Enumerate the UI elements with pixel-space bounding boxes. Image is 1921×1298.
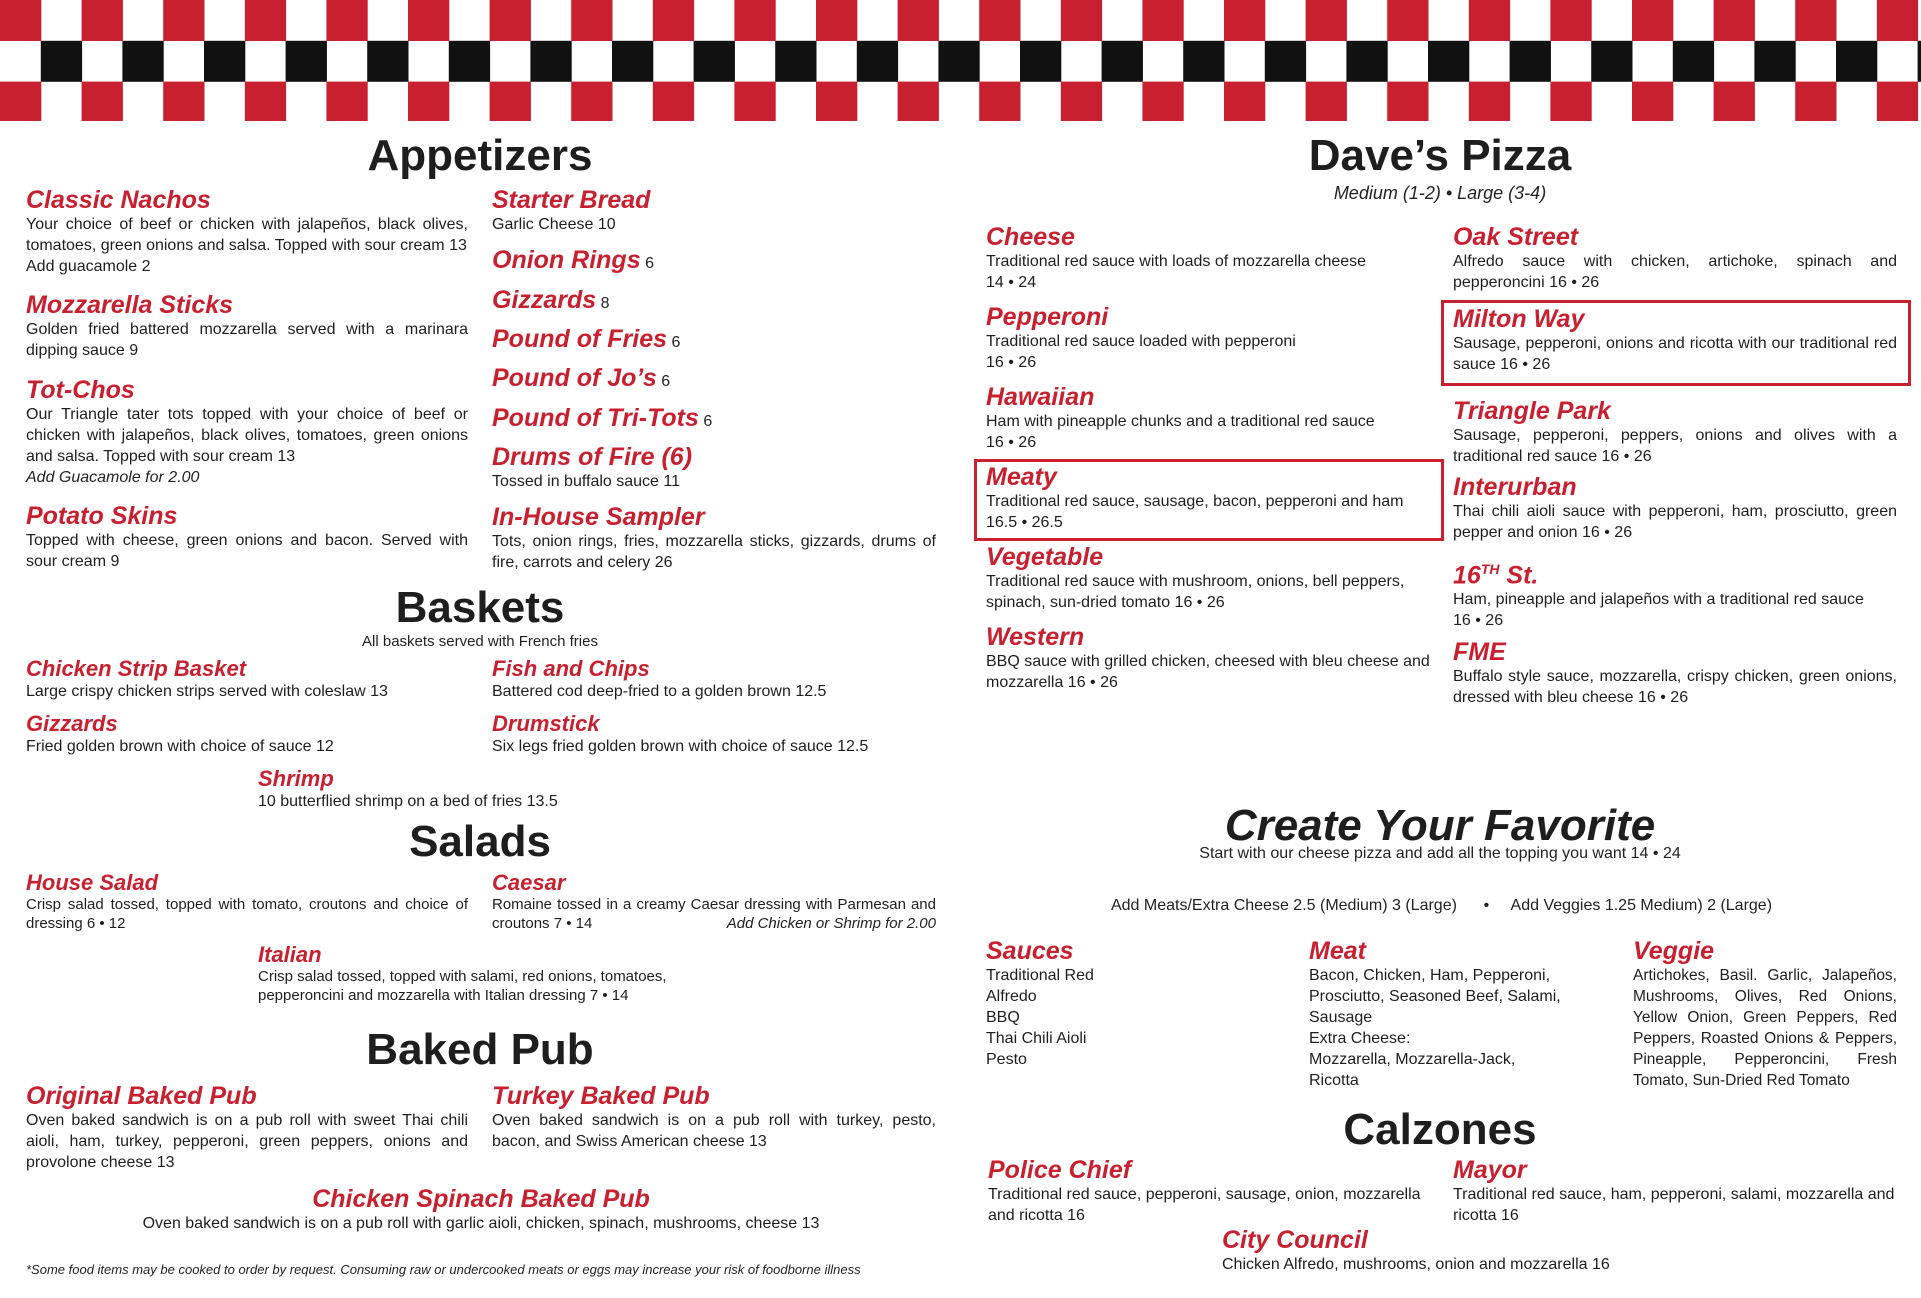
menu-item	[986, 303, 1430, 373]
menu-item	[1453, 397, 1897, 467]
checker-square	[1877, 82, 1918, 121]
item-price: 6	[703, 413, 713, 430]
checker-square	[571, 0, 612, 41]
item-name: Chicken Strip Basket	[26, 656, 247, 681]
sauces-list	[986, 937, 1276, 1070]
checker-square	[653, 82, 694, 121]
baked-pub-title: Baked Pub	[366, 1025, 594, 1074]
checker-square	[449, 41, 490, 82]
item-price: 16 • 26	[986, 434, 1037, 451]
item-desc: Ham, pineapple and jalapeños with a traditional red sauce	[1453, 591, 1864, 609]
menu-item	[492, 443, 936, 492]
checker-square	[1142, 82, 1183, 121]
list-item: Traditional Red	[986, 967, 1094, 984]
list-item: Extra Cheese:	[1309, 1030, 1411, 1047]
item-name: Cheese	[986, 223, 1075, 251]
item-price: 16.5 • 26.5	[986, 514, 1063, 531]
checker-square	[734, 0, 775, 41]
checker-square	[82, 0, 123, 41]
item-name: Pound of Jo’s	[492, 364, 657, 392]
checker-square	[1224, 82, 1265, 121]
item-price: 8	[600, 295, 610, 312]
item-name: Drums of Fire (6)	[492, 443, 693, 471]
item-name: Classic Nachos	[26, 186, 211, 214]
item-name: Police Chief	[988, 1156, 1132, 1184]
veggie-list	[1633, 937, 1897, 1091]
menu-item	[492, 656, 936, 702]
item-name: Italian	[258, 942, 322, 967]
baskets-title: Baskets	[395, 583, 565, 632]
menu-item	[1222, 1226, 1702, 1275]
item-desc: Chicken Alfredo, mushrooms, onion and mozzarella 16	[1222, 1256, 1610, 1273]
checker-square	[0, 0, 41, 41]
menu-item	[492, 711, 936, 757]
checker-square	[775, 41, 816, 82]
checker-square	[938, 41, 979, 82]
item-desc: Battered cod deep-fried to a golden brown 12.5	[492, 683, 827, 700]
item-name: Shrimp	[258, 766, 334, 791]
checker-square	[816, 0, 857, 41]
menu-item	[986, 543, 1430, 613]
list-item: Pesto	[986, 1051, 1027, 1068]
checker-square	[979, 82, 1020, 121]
item-name: Starter Bread	[492, 186, 651, 214]
item-name: Western	[986, 623, 1085, 651]
name-superscript: TH	[1480, 561, 1500, 577]
item-desc: Alfredo sauce with chicken, artichoke, spinach and pepperoncini 16 • 26	[1453, 253, 1897, 291]
item-name: Pound of Tri-Tots	[492, 404, 699, 432]
menu-item	[986, 383, 1430, 453]
menu-item	[26, 291, 468, 361]
menu-item	[492, 870, 936, 933]
item-name: Triangle Park	[1453, 397, 1611, 425]
item-name: Gizzards	[492, 286, 597, 314]
menu-item	[1453, 473, 1897, 543]
checker-square	[1469, 82, 1510, 121]
checker-square	[490, 0, 531, 41]
checker-square	[1591, 41, 1632, 82]
item-desc: Your choice of beef or chicken with jalapeños, black olives, tomatoes, green onions and salsa. Topped with sour cream 13	[26, 216, 468, 254]
checker-square	[1550, 0, 1591, 41]
checker-square	[122, 41, 163, 82]
checker-square	[1795, 0, 1836, 41]
checker-square	[1387, 82, 1428, 121]
menu-item	[258, 942, 738, 1005]
item-desc: Romaine tossed in a creamy Caesar dressing with Parmesan and croutons 7 • 14	[492, 896, 936, 932]
item-desc: Our Triangle tater tots topped with your choice of beef or chicken with jalapeños, black olives, tomatoes, green onions and salsa. Topped with sour cream 13	[26, 406, 468, 465]
item-name: Oak Street	[1453, 223, 1579, 251]
checker-square	[898, 82, 939, 121]
menu-item	[492, 186, 936, 235]
item-price: 16 • 26	[1453, 612, 1504, 630]
item-name: Potato Skins	[26, 502, 178, 530]
checker-square	[1224, 0, 1265, 41]
item-desc: Traditional red sauce, sausage, bacon, pepperoni and ham	[986, 493, 1404, 510]
item-desc: Tots, onion rings, fries, mozzarella sticks, gizzards, drums of fire, carrots and celery 26	[492, 533, 936, 571]
menu-item	[26, 711, 468, 757]
list-item: Ricotta	[1309, 1072, 1359, 1089]
meat-list	[1309, 937, 1609, 1091]
item-price: 6	[645, 255, 654, 272]
item-desc: Sausage, pepperoni, peppers, onions and olives with a traditional red sauce 16 • 26	[1453, 427, 1897, 465]
item-desc: Traditional red sauce with mushroom, onions, bell peppers, spinach, sun-dried tomato 16 • 26	[986, 573, 1405, 611]
item-desc: Fried golden brown with choice of sauce 12	[26, 738, 334, 755]
checker-square	[653, 0, 694, 41]
item-desc: Large crispy chicken strips served with coleslaw 13	[26, 683, 388, 700]
checker-square	[1428, 41, 1469, 82]
menu-item	[1453, 223, 1897, 293]
item-desc: Traditional red sauce, pepperoni, sausage, onion, mozzarella and ricotta 16	[988, 1186, 1421, 1224]
checker-square	[1306, 82, 1347, 121]
item-note: Add Chicken or Shrimp for 2.00	[726, 915, 936, 932]
checker-square	[1469, 0, 1510, 41]
item-desc: Thai chili aioli sauce with pepperoni, ham, prosciutto, green pepper and onion 16 • 26	[1453, 503, 1897, 541]
menu-item	[1453, 1156, 1897, 1226]
menu-item	[26, 376, 468, 488]
checker-square	[979, 0, 1020, 41]
checker-square	[898, 0, 939, 41]
checker-square	[1795, 82, 1836, 121]
menu-item	[1453, 555, 1897, 631]
item-price: 6	[661, 373, 671, 390]
checker-square	[1754, 41, 1795, 82]
item-desc: Garlic Cheese 10	[492, 216, 616, 233]
item-name: Onion Rings	[492, 246, 641, 274]
appetizers-title: Appetizers	[367, 131, 593, 180]
item-extra: Add guacamole 2	[26, 258, 151, 275]
menu-item	[1453, 305, 1897, 375]
menu-item	[492, 325, 680, 353]
item-name: Milton Way	[1453, 305, 1585, 333]
item-desc: Crisp salad tossed, topped with salami, red onions, tomatoes, pepperoncini and mozzarella with Italian dressing 7 • 14	[258, 968, 667, 1004]
checker-square	[367, 41, 408, 82]
checker-square	[245, 82, 286, 121]
item-name: Meaty	[986, 463, 1057, 491]
item-desc: Oven baked sandwich is on a pub roll with garlic aioli, chicken, spinach, mushrooms, cheese 13	[142, 1215, 820, 1232]
checker-square	[1877, 0, 1918, 41]
checker-square	[1714, 82, 1755, 121]
menu-item	[492, 286, 610, 314]
item-desc: BBQ sauce with grilled chicken, cheesed with bleu cheese and mozzarella 16 • 26	[986, 653, 1430, 691]
calzones-title: Calzones	[1343, 1105, 1537, 1154]
item-name: Interurban	[1453, 473, 1577, 501]
list-item: Thai Chili Aioli	[986, 1030, 1087, 1047]
menu-item	[1453, 638, 1897, 708]
item-name: Hawaiian	[986, 383, 1095, 411]
item-desc: Topped with cheese, green onions and bacon. Served with sour cream 9	[26, 532, 468, 570]
item-name: Mozzarella Sticks	[26, 291, 234, 319]
baskets-subtitle: All baskets served with French fries	[362, 633, 598, 650]
list-item: Alfredo	[986, 988, 1037, 1005]
checker-square	[82, 82, 123, 121]
checker-square	[408, 0, 449, 41]
checker-square	[694, 41, 735, 82]
menu-item	[492, 246, 654, 274]
item-desc: Sausage, pepperoni, onions and ricotta with our traditional red sauce 16 • 26	[1453, 335, 1897, 373]
menu-item	[986, 623, 1430, 693]
list-item: Prosciutto, Seasoned Beef, Salami,	[1309, 988, 1561, 1005]
item-name: Caesar	[492, 870, 566, 895]
item-name: Pepperoni	[986, 303, 1109, 331]
pizza-subtitle: Medium (1-2) • Large (3-4)	[1333, 183, 1547, 203]
menu-item	[258, 766, 738, 812]
item-name: Turkey Baked Pub	[492, 1082, 710, 1110]
item-price: 16 • 26	[986, 354, 1037, 371]
checker-square	[1836, 41, 1877, 82]
checker-square	[163, 0, 204, 41]
footnote: *Some food items may be cooked to order by request. Consuming raw or undercooked meats or eggs may increase your risk of foodborne illness	[26, 1262, 861, 1277]
menu-item	[26, 656, 468, 702]
item-price: 6	[671, 334, 681, 351]
salads-title: Salads	[409, 817, 551, 866]
create-subtitle: Start with our cheese pizza and add all the topping you want 14 • 24	[1199, 845, 1681, 862]
menu-item	[986, 223, 1430, 293]
checker-square	[163, 82, 204, 121]
list-item: Mozzarella, Mozzarella-Jack,	[1309, 1051, 1516, 1068]
checker-square	[1346, 41, 1387, 82]
menu-item	[26, 870, 468, 933]
checker-square	[734, 82, 775, 121]
menu-item	[26, 1185, 936, 1234]
item-desc: Buffalo style sauce, mozzarella, crispy chicken, green onions, dressed with bleu cheese 16 • 26	[1453, 668, 1897, 706]
menu-item	[26, 1082, 468, 1173]
item-name: Fish and Chips	[492, 656, 650, 681]
checker-square	[326, 82, 367, 121]
checker-square	[1142, 0, 1183, 41]
checker-square	[1306, 0, 1347, 41]
create-addons: Add Meats/Extra Cheese 2.5 (Medium) 3 (Large) • Add Veggies 1.25 Medium) 2 (Large)	[1110, 897, 1773, 914]
checkerboard-banner	[0, 0, 1921, 121]
item-name: Pound of Fries	[492, 325, 667, 353]
menu-item	[988, 1156, 1432, 1226]
checker-square	[326, 0, 367, 41]
checker-square	[1387, 0, 1428, 41]
item-name: In-House Sampler	[492, 503, 705, 531]
item-name: Meat	[1309, 937, 1366, 965]
item-desc: Traditional red sauce, ham, pepperoni, salami, mozzarella and ricotta 16	[1453, 1186, 1895, 1224]
checker-square	[1265, 41, 1306, 82]
checker-square	[1632, 0, 1673, 41]
item-name: City Council	[1222, 1226, 1368, 1254]
menu-item	[492, 404, 712, 432]
name-rest: St.	[1499, 561, 1539, 590]
item-name: Gizzards	[26, 711, 118, 736]
list-item: BBQ	[986, 1009, 1020, 1026]
item-desc: Oven baked sandwich is on a pub roll with sweet Thai chili aioli, ham, turkey, pepperoni, green peppers, onions and provolone cheese 13	[26, 1112, 468, 1171]
item-desc: 10 butterflied shrimp on a bed of fries 13.5	[258, 793, 558, 810]
pizza-title: Dave’s Pizza	[1308, 131, 1572, 180]
list-item: Bacon, Chicken, Ham, Pepperoni,	[1309, 967, 1551, 984]
checker-square	[612, 41, 653, 82]
item-name: Mayor	[1453, 1156, 1527, 1184]
item-desc: Tossed in buffalo sauce 11	[492, 473, 680, 490]
checker-square	[490, 82, 531, 121]
item-name: House Salad	[26, 870, 159, 895]
item-name: Original Baked Pub	[26, 1082, 257, 1110]
checker-square	[408, 82, 449, 121]
item-name: Veggie	[1633, 937, 1715, 965]
checker-square	[1550, 82, 1591, 121]
menu-item	[492, 1082, 936, 1152]
item-name: FME	[1453, 638, 1506, 666]
item-desc: Artichokes, Basil. Garlic, Jalapeños, Mushrooms, Olives, Red Onions, Yellow Onion, Green Peppers, Red Peppers, Roasted Onions & Peppers, Pineapple, Pepperoncini, Fresh Tomato, Sun-Dried Red Tomato	[1633, 967, 1897, 1089]
menu-item	[492, 364, 670, 392]
checker-square	[1061, 82, 1102, 121]
item-desc: Oven baked sandwich is on a pub roll with turkey, pesto, bacon, and Swiss American cheese 13	[492, 1112, 936, 1150]
checker-square	[530, 41, 571, 82]
item-name: Drumstick	[492, 711, 600, 736]
menu-item	[492, 503, 936, 573]
item-price: 14 • 24	[986, 274, 1037, 291]
checker-square	[1918, 41, 1921, 82]
checker-square	[204, 41, 245, 82]
checker-square	[0, 82, 41, 121]
menu-item	[986, 463, 1430, 533]
item-desc: Traditional red sauce loaded with pepperoni	[986, 333, 1296, 350]
checker-square	[1673, 41, 1714, 82]
checker-square	[41, 41, 82, 82]
item-name: Tot-Chos	[26, 376, 135, 404]
checker-square	[1632, 82, 1673, 121]
list-item: Sausage	[1309, 1009, 1373, 1026]
item-desc: Golden fried battered mozzarella served with a marinara dipping sauce 9	[26, 321, 468, 359]
checker-square	[1102, 41, 1143, 82]
checker-square	[245, 0, 286, 41]
item-desc: Crisp salad tossed, topped with tomato, croutons and choice of dressing 6 • 12	[26, 896, 468, 932]
name-number: 16	[1453, 561, 1481, 590]
checker-square	[1510, 41, 1551, 82]
checker-square	[571, 82, 612, 121]
item-name	[1453, 555, 1897, 589]
item-name: Chicken Spinach Baked Pub	[312, 1185, 650, 1213]
checker-square	[857, 41, 898, 82]
checker-square	[1020, 41, 1061, 82]
item-desc: Ham with pineapple chunks and a traditional red sauce	[986, 413, 1375, 430]
item-note: Add Guacamole for 2.00	[26, 469, 200, 486]
item-name: Sauces	[986, 937, 1074, 965]
menu-item	[26, 186, 468, 277]
checker-square	[286, 41, 327, 82]
checker-square	[1183, 41, 1224, 82]
item-desc: Traditional red sauce with loads of mozzarella cheese	[986, 253, 1367, 270]
menu-item	[26, 502, 468, 572]
item-name: Vegetable	[986, 543, 1104, 571]
create-title: Create Your Favorite	[1224, 801, 1656, 850]
checker-square	[816, 82, 857, 121]
item-desc: Six legs fried golden brown with choice of sauce 12.5	[492, 738, 869, 755]
checker-square	[1714, 0, 1755, 41]
checker-square	[1061, 0, 1102, 41]
